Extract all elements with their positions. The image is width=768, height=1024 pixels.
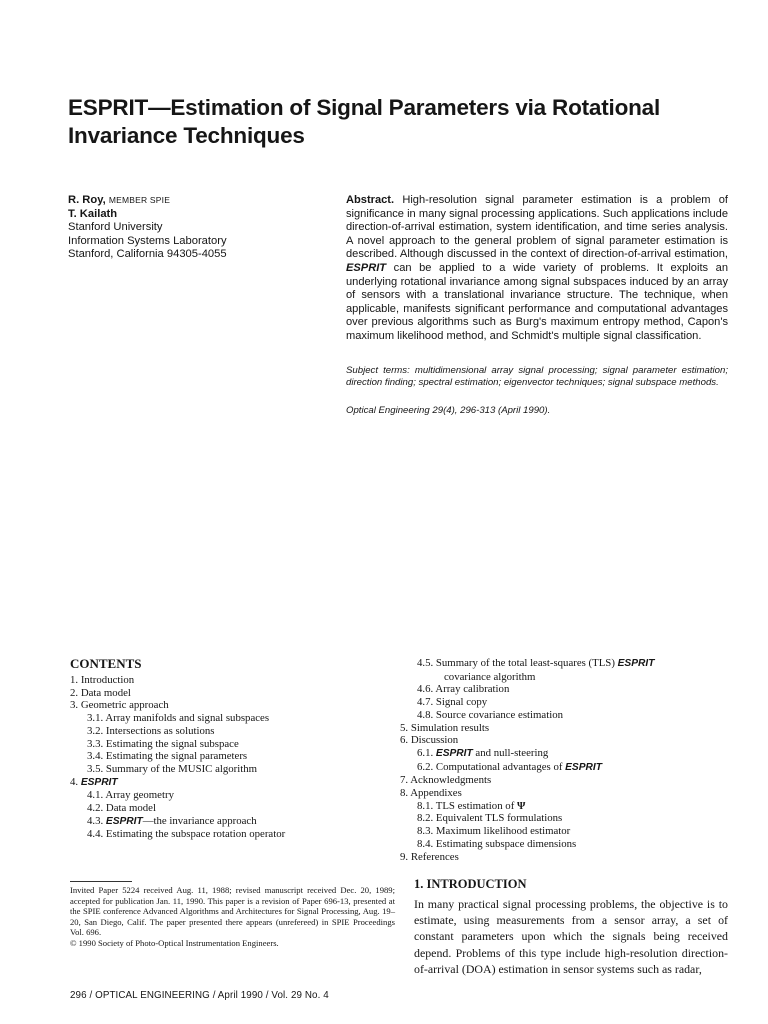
contents-entry-number: 9. xyxy=(400,850,409,863)
contents-entry-number: 3.5. xyxy=(87,762,104,775)
abstract xyxy=(346,194,728,344)
contents-entry-title: References xyxy=(410,850,459,863)
contents-entry-title: Intersections as solutions xyxy=(105,724,215,737)
contents-entry-title: covariance algorithm xyxy=(444,670,536,683)
contents-entry xyxy=(70,738,400,751)
contents-heading: CONTENTS xyxy=(70,656,142,671)
contents-entry-number: 3.2. xyxy=(87,724,104,737)
contents-entry-number: 3.1. xyxy=(87,712,104,725)
author-2-name: T. Kailath xyxy=(68,207,118,220)
footnote-rule xyxy=(70,881,132,882)
contents-entry-number: 2. xyxy=(70,686,79,699)
contents-entry xyxy=(400,812,740,825)
contents-entry-title: Simulation results xyxy=(410,721,490,734)
page-footer: 296 / OPTICAL ENGINEERING / April 1990 / Vol. 29 No. 4 xyxy=(70,990,329,1001)
contents-entry-number: 4.5. xyxy=(417,657,434,669)
author-block xyxy=(68,194,318,262)
affiliation-line-1: Stanford University xyxy=(68,221,163,233)
contents-entry-number: 4.7. xyxy=(417,696,434,709)
contents-entry-number: 7. xyxy=(400,774,409,787)
footnote-text: Invited Paper 5224 received Aug. 11, 1988; revised manuscript received Dec. 20, 1989; accepted for publication Jan. 11, 1990. This paper is a revision of Paper 696-13, presented at the SPIE conference Advanced Algorithms and Architectures for Signal Processing, Aug. 19–20, San Diego, Calif. The paper presented there appears (unrefereed) in SPIE Proceedings Vol. 696. xyxy=(70,885,395,938)
affiliation-line-3: Stanford, California 94305-4055 xyxy=(68,248,227,260)
contents-entry-title: —the invariance approach xyxy=(142,814,257,827)
contents-entry-title: Estimating subspace dimensions xyxy=(435,837,577,850)
contents-entry xyxy=(400,774,740,787)
author-1-membership: MEMBER SPIE xyxy=(108,195,171,205)
contents-entry-esprit: ESPRIT xyxy=(80,776,118,788)
paper-title xyxy=(68,94,728,150)
contents-entry xyxy=(70,750,400,763)
contents-right-column xyxy=(400,657,740,863)
abstract-esprit-term: ESPRIT xyxy=(346,261,387,274)
contents-entry-title: Estimating the signal parameters xyxy=(105,750,248,763)
contents-entry-number: 8. xyxy=(400,787,409,800)
contents-entry xyxy=(400,838,740,851)
contents-entry-title: Estimating the signal subspace xyxy=(105,737,239,750)
contents-entry-title: Acknowledgments xyxy=(410,774,492,787)
paper-title-line-2: Invariance Techniques xyxy=(68,123,305,148)
contents-entry xyxy=(70,789,400,802)
contents-entry-title: Computational advantages of xyxy=(435,760,563,773)
contents-entry-title: and null-steering xyxy=(475,746,549,759)
contents-entry-number: 8.4. xyxy=(417,837,434,850)
contents-entry xyxy=(70,674,400,687)
contents-entry-title: Maximum likelihood estimator xyxy=(435,825,571,838)
abstract-heading: Abstract. xyxy=(346,194,395,206)
contents-entry-title: Appendixes xyxy=(410,787,462,800)
affiliation-line-2: Information Systems Laboratory xyxy=(68,234,227,247)
contents-entry xyxy=(400,761,740,775)
contents-entry-number: 4. xyxy=(70,775,79,788)
contents-entry xyxy=(400,722,740,735)
contents-entry xyxy=(400,709,740,722)
contents-entry-number: 6.1. xyxy=(417,746,434,759)
contents-entry-symbol: Ψ xyxy=(517,799,526,812)
abstract-text-part-2: can be applied to a wide variety of problems. It exploits an underlying rotational invariance among signal subspaces induced by an array of sensors with a translational invariance structure. The technique, when applicable, manifests significant performance and computational advantages over previous algorithms such as Burg's maximum entropy method, Capon's maximum likelihood method, and Schmidt's multiple signal classification. xyxy=(346,261,728,342)
contents-entry-number: 6. xyxy=(400,734,409,747)
contents-entry-number: 4.8. xyxy=(417,708,434,721)
contents-entry-number: 4.2. xyxy=(87,802,104,815)
contents-entry-title: TLS estimation of xyxy=(435,799,515,812)
contents-entry-esprit: ESPRIT xyxy=(565,761,602,773)
contents-entry-title: Discussion xyxy=(410,734,459,747)
footnote-copyright: © 1990 Society of Photo-Optical Instrumentation Engineers. xyxy=(70,937,279,948)
contents-entry xyxy=(70,802,400,815)
contents-entry-title: Summary of the MUSIC algorithm xyxy=(105,762,258,775)
contents-entry-title: Geometric approach xyxy=(80,699,169,712)
contents-entry xyxy=(70,712,400,725)
subject-terms: Subject terms: multidimensional array signal processing; signal parameter estimation; direction finding; spectral estimation; eigenvector techniques; signal subspace methods. xyxy=(346,365,728,388)
contents-left-list xyxy=(70,674,400,841)
contents-entry-number: 8.1. xyxy=(417,799,434,812)
contents-entry-title: Estimating the subspace rotation operator xyxy=(105,828,286,841)
contents-entry-esprit: ESPRIT xyxy=(617,658,655,669)
contents-entry-number: 4.3. xyxy=(87,814,104,827)
contents-entry-number: 3.3. xyxy=(87,737,104,750)
contents-entry-title: Introduction xyxy=(80,674,135,686)
contents-entry-title: Array calibration xyxy=(435,683,510,696)
contents-entry xyxy=(70,828,400,841)
contents-entry-number: 8.3. xyxy=(417,825,434,838)
contents-entry-title: Signal copy xyxy=(435,696,488,709)
contents-entry xyxy=(400,825,740,838)
contents-entry xyxy=(400,657,740,671)
contents-entry-number: 6.2. xyxy=(417,760,434,773)
contents-entry xyxy=(70,725,400,738)
journal-citation: Optical Engineering 29(4), 296-313 (April 1990). xyxy=(346,405,551,416)
contents-entry-number: 1. xyxy=(70,674,79,686)
author-1-name: R. Roy, xyxy=(68,194,106,206)
contents-entry-number: 3.4. xyxy=(87,750,104,763)
contents-entry-title: Data model xyxy=(105,802,156,815)
contents-entry xyxy=(70,687,400,700)
abstract-text-part-1: High-resolution signal parameter estimation is a problem of significance in many signal processing applications. Such applications include direction-of-arrival estimation, system identification, and time series analysis. A novel approach to the general problem of signal parameter estimation is described. Although discussed in the context of direction-of-arrival estimation, xyxy=(346,194,728,261)
introduction-body: In many practical signal processing problems, the objective is to estimate, using measurements from a sensor array, a set of constant parameters upon which the signals being received depend. Problems of this type include high-resolution direction-of-arrival (DOA) estimation in sensor systems such as radar, xyxy=(414,897,728,976)
contents-entry xyxy=(400,671,740,684)
contents-entry-number: 4.1. xyxy=(87,789,104,802)
contents-entry xyxy=(400,851,740,864)
contents-entry-esprit: ESPRIT xyxy=(435,747,473,759)
paper-title-line-1: ESPRIT—Estimation of Signal Parameters via Rotational xyxy=(68,95,661,120)
contents-entry xyxy=(70,763,400,776)
contents-entry xyxy=(70,699,400,712)
contents-entry-number: 3. xyxy=(70,699,79,712)
contents-entry-title: Array geometry xyxy=(105,789,174,802)
contents-left-column xyxy=(70,656,400,841)
contents-entry-title: Array manifolds and signal subspaces xyxy=(105,712,270,725)
contents-right-list xyxy=(400,657,740,863)
contents-entry-title: Source covariance estimation xyxy=(435,708,564,721)
contents-entry xyxy=(400,787,740,800)
contents-entry-number: 4.4. xyxy=(87,828,104,841)
contents-entry-title: Data model xyxy=(80,686,131,699)
contents-entry-title: Equivalent TLS formulations xyxy=(435,812,563,825)
introduction-heading: 1. INTRODUCTION xyxy=(414,877,527,891)
contents-entry xyxy=(70,815,400,829)
contents-entry xyxy=(400,734,740,747)
contents-entry xyxy=(400,683,740,696)
contents-entry-esprit: ESPRIT xyxy=(105,815,143,827)
contents-entry xyxy=(400,800,740,813)
contents-entry xyxy=(400,747,740,761)
contents-entry-number: 8.2. xyxy=(417,812,434,825)
contents-entry-number: 4.6. xyxy=(417,683,434,696)
contents-entry-number: 5. xyxy=(400,721,409,734)
footnote xyxy=(70,885,395,949)
author-1 xyxy=(68,194,318,208)
contents-entry-title: Summary of the total least-squares (TLS) xyxy=(435,657,615,669)
contents-entry xyxy=(400,696,740,709)
contents-entry xyxy=(70,776,400,790)
